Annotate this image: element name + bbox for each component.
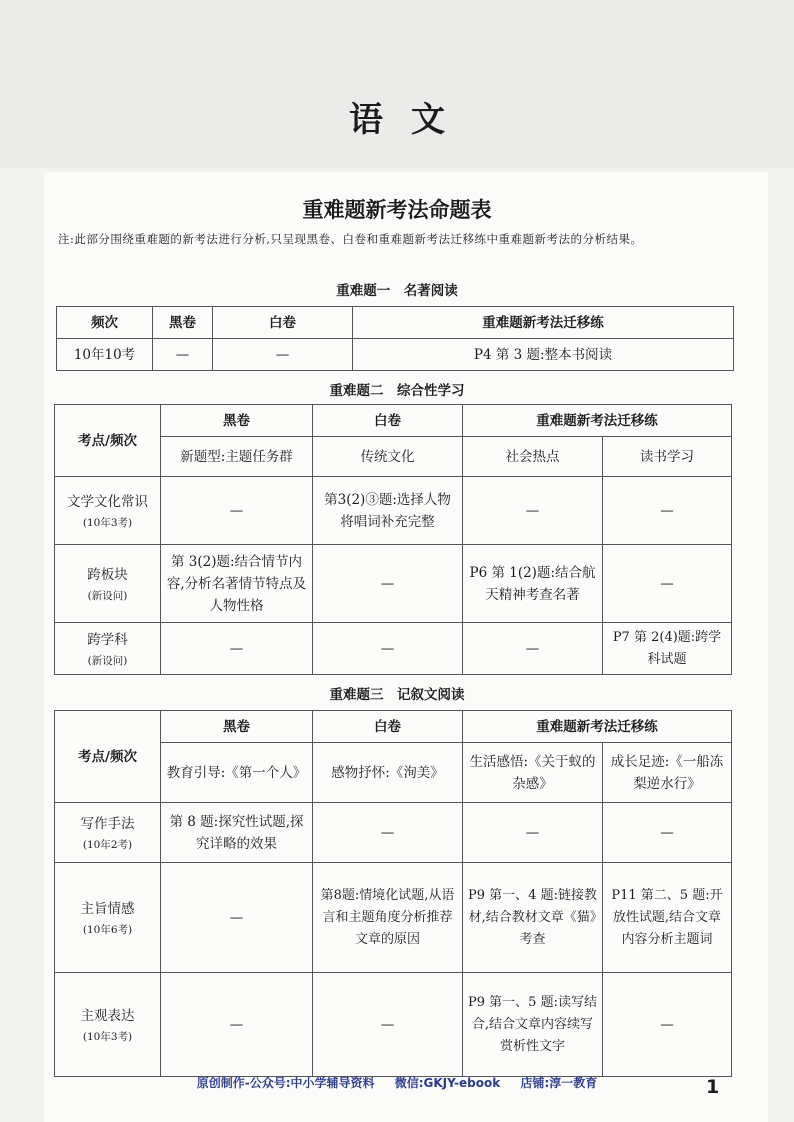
table-row (55, 545, 732, 623)
row-label-cell (55, 803, 161, 863)
header-cell: 黑卷 (161, 711, 313, 743)
table-cell: — (161, 973, 313, 1077)
table-cell: — (603, 803, 732, 863)
footer-wechat: 微信:GKJY-ebook (394, 1076, 501, 1090)
section2-table (54, 404, 732, 675)
table-cell: 10年10考 (57, 339, 153, 371)
header-cell: 频次 (57, 307, 153, 339)
table-cell: 第8题:情境化试题,从语言和主题角度分析推荐文章的原因 (313, 863, 463, 973)
row-label-cell (55, 545, 161, 623)
section3-table (54, 710, 732, 1077)
row-label-cell (55, 477, 161, 545)
table-cell: — (463, 623, 603, 675)
table-row (57, 307, 734, 339)
subheader-cell: 传统文化 (313, 437, 463, 477)
table-row (57, 339, 734, 371)
header-cell: 重难题新考法迁移练 (353, 307, 734, 339)
header-cell: 白卷 (313, 711, 463, 743)
subheader-cell: 感物抒怀:《洵美》 (313, 743, 463, 803)
section2-title: 重难题二 综合性学习 (329, 383, 465, 399)
table-cell: — (313, 545, 463, 623)
footer-shop: 店铺:淳一教育 (520, 1076, 598, 1090)
table-cell: — (463, 803, 603, 863)
section1-title: 重难题一 名著阅读 (336, 283, 458, 299)
section3-title: 重难题三 记叙文阅读 (329, 687, 465, 703)
header-cell: 重难题新考法迁移练 (463, 711, 732, 743)
header-cell: 白卷 (213, 307, 353, 339)
footer-made-by: 原创制作-公众号:中小学辅导资料 (196, 1076, 375, 1090)
header-cell: 黑卷 (161, 405, 313, 437)
row-label: 主观表达 (80, 1007, 135, 1024)
table-cell: 第 8 题:探究性试题,探究详略的效果 (161, 803, 313, 863)
footer-brand (0, 1074, 794, 1091)
table-row (55, 405, 732, 437)
row-label: 文学文化常识 (67, 493, 148, 510)
table-row (55, 623, 732, 675)
header-band (0, 0, 794, 168)
row-label-cell (55, 863, 161, 973)
table-cell: — (313, 623, 463, 675)
table-row (55, 803, 732, 863)
table-cell: P11 第二、5 题:开放性试题,结合文章内容分析主题词 (603, 863, 732, 973)
section1-table (56, 306, 734, 371)
table-row (55, 711, 732, 743)
row-frequency: (10年2考) (82, 838, 133, 851)
table-cell: — (161, 623, 313, 675)
subject-title: 语文 (349, 100, 473, 140)
row-label-cell (55, 973, 161, 1077)
subheader-cell: 生活感悟:《关于蚁的杂感》 (463, 743, 603, 803)
row-frequency: (新设问) (87, 589, 128, 602)
row-label: 主旨情感 (80, 900, 135, 917)
table-cell: — (213, 339, 353, 371)
table-cell: P4 第 3 题:整本书阅读 (353, 339, 734, 371)
row-frequency: (新设问) (87, 654, 128, 667)
corner-cell: 考点/频次 (55, 405, 161, 477)
row-frequency: (10年6考) (82, 923, 133, 936)
subheader-cell: 社会热点 (463, 437, 603, 477)
corner-cell: 考点/频次 (55, 711, 161, 803)
subheader-cell: 新题型:主题任务群 (161, 437, 313, 477)
row-label: 写作手法 (80, 815, 135, 832)
row-label: 跨板块 (87, 566, 128, 583)
main-title: 重难题新考法命题表 (302, 198, 492, 222)
note-text: 注:此部分围绕重难题的新考法进行分析,只呈现黑卷、白卷和重难题新考法迁移练中重难题新考法的分析结果。 (58, 232, 643, 246)
header-cell: 重难题新考法迁移练 (463, 405, 732, 437)
table-cell: P9 第一、5 题:读写结合,结合文章内容续写赏析性文字 (463, 973, 603, 1077)
table-cell: — (313, 973, 463, 1077)
table-row (55, 973, 732, 1077)
table-cell: — (603, 973, 732, 1077)
table-row (55, 863, 732, 973)
table-cell: — (603, 477, 732, 545)
header-cell: 白卷 (313, 405, 463, 437)
row-label-cell (55, 623, 161, 675)
subheader-cell: 教育引导:《第一个人》 (161, 743, 313, 803)
table-cell: — (313, 803, 463, 863)
row-frequency: (10年3考) (82, 1030, 133, 1043)
table-cell: — (153, 339, 213, 371)
page-number: 1 (706, 1076, 720, 1098)
table-cell: — (161, 863, 313, 973)
table-row (55, 477, 732, 545)
table-cell: P6 第 1(2)题:结合航天精神考查名著 (463, 545, 603, 623)
header-cell: 黑卷 (153, 307, 213, 339)
table-cell: P9 第一、4 题:链接教材,结合教材文章《猫》考查 (463, 863, 603, 973)
table-cell: P7 第 2(4)题:跨学科试题 (603, 623, 732, 675)
row-frequency: (10年3考) (82, 516, 133, 529)
row-label: 跨学科 (87, 631, 128, 648)
table-cell: 第 3(2)题:结合情节内容,分析名著情节特点及人物性格 (161, 545, 313, 623)
table-cell: 第3(2)③题:选择人物将唱词补充完整 (313, 477, 463, 545)
subheader-cell: 读书学习 (603, 437, 732, 477)
table-cell: — (603, 545, 732, 623)
table-cell: — (161, 477, 313, 545)
table-cell: — (463, 477, 603, 545)
subheader-cell: 成长足迹:《一船冻梨逆水行》 (603, 743, 732, 803)
